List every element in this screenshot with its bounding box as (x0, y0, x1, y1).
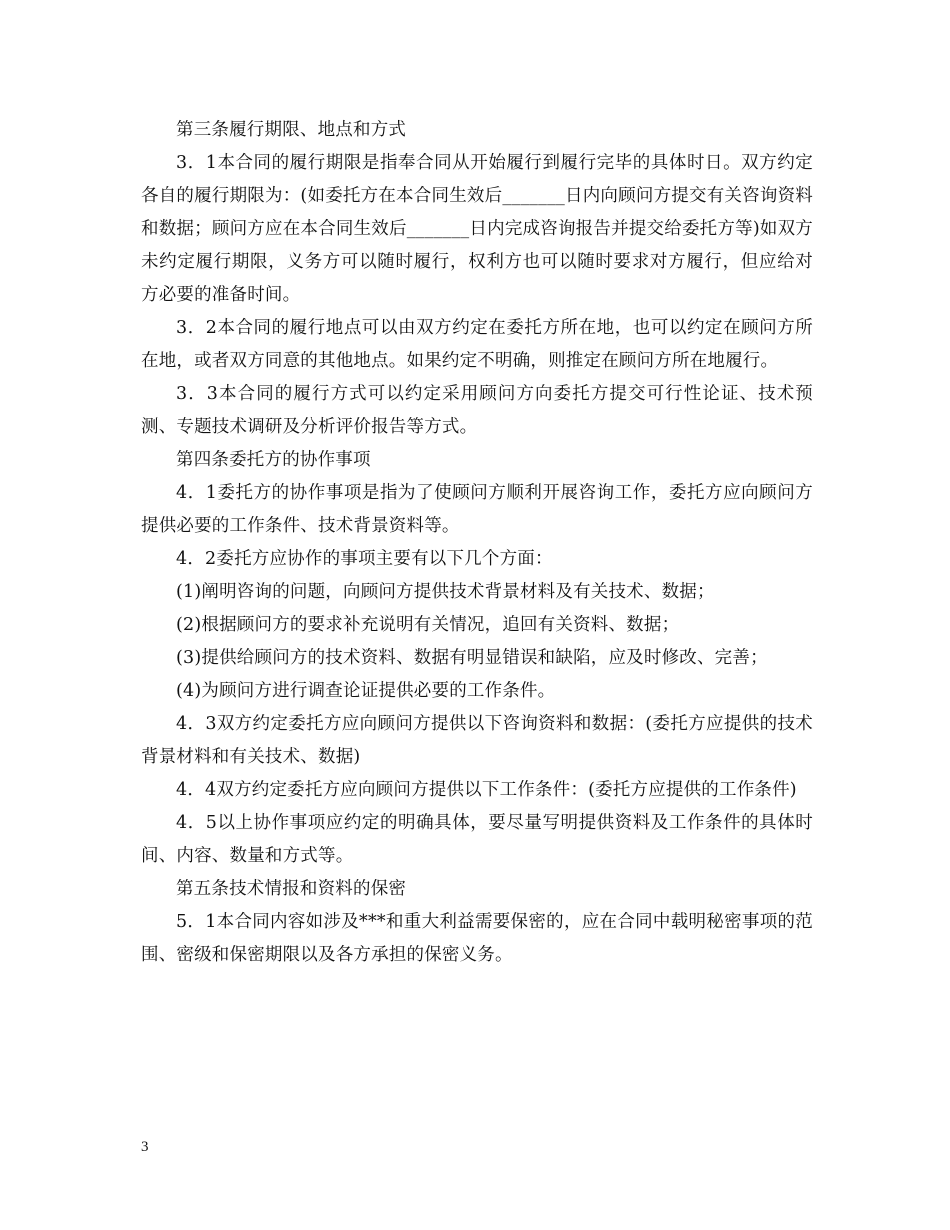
document-body (141, 114, 813, 972)
clause-5-1: 5．1本合同内容如涉及***和重大利益需要保密的，应在合同中载明秘密事项的范围、密级和保密期限以及各方承担的保密义务。 (141, 912, 813, 965)
clause-4-4: 4．4双方约定委托方应向顾问方提供以下工作条件：(委托方应提供的工作条件) (176, 780, 797, 800)
article-4-heading: 第四条委托方的协作事项 (176, 450, 371, 470)
clause-4-1: 4．1委托方的协作事项是指为了使顾问方顺利开展咨询工作，委托方应向顾问方提供必要的工作条件、技术背景资料等。 (141, 483, 813, 536)
clause-4-2-item-2: (2)根据顾问方的要求补充说明有关情况，追回有关资料、数据； (176, 615, 680, 635)
page-number: 3 (141, 1139, 149, 1155)
clause-4-5: 4．5以上协作事项应约定的明确具体，要尽量写明提供资料及工作条件的具体时间、内容、数量和方式等。 (141, 813, 813, 866)
clause-3-1: 3．1本合同的履行期限是指奉合同从开始履行到履行完毕的具体时日。双方约定各自的履行期限为：(如委托方在本合同生效后_______日内向顾问方提交有关咨询资料和数据；顾问方应在本合同生效后_______日内完成咨询报告并提交给委托方等)如双方未约定履行期限，义务方可以随时履行，权利方也可以随时要求对方履行，但应给对方必要的准备时间。 (141, 153, 813, 305)
clause-4-3: 4．3双方约定委托方应向顾问方提供以下咨询资料和数据：(委托方应提供的技术背景材料和有关技术、数据) (141, 714, 813, 767)
clause-4-2: 4．2委托方应协作的事项主要有以下几个方面： (176, 549, 553, 569)
clause-4-2-item-4: (4)为顾问方进行调查论证提供必要的工作条件。 (176, 681, 556, 701)
clause-4-2-item-1: (1)阐明咨询的问题，向顾问方提供技术背景材料及有关技术、数据； (176, 582, 715, 602)
clause-3-3: 3．3本合同的履行方式可以约定采用顾问方向委托方提交可行性论证、技术预测、专题技术调研及分析评价报告等方式。 (141, 384, 813, 437)
article-3-heading: 第三条履行期限、地点和方式 (176, 120, 407, 140)
article-5-heading: 第五条技术情报和资料的保密 (176, 879, 407, 899)
clause-3-2: 3．2本合同的履行地点可以由双方约定在委托方所在地，也可以约定在顾问方所在地，或者双方同意的其他地点。如果约定不明确，则推定在顾问方所在地履行。 (141, 318, 813, 371)
clause-4-2-item-3: (3)提供给顾问方的技术资料、数据有明显错误和缺陷，应及时修改、完善； (176, 648, 768, 668)
